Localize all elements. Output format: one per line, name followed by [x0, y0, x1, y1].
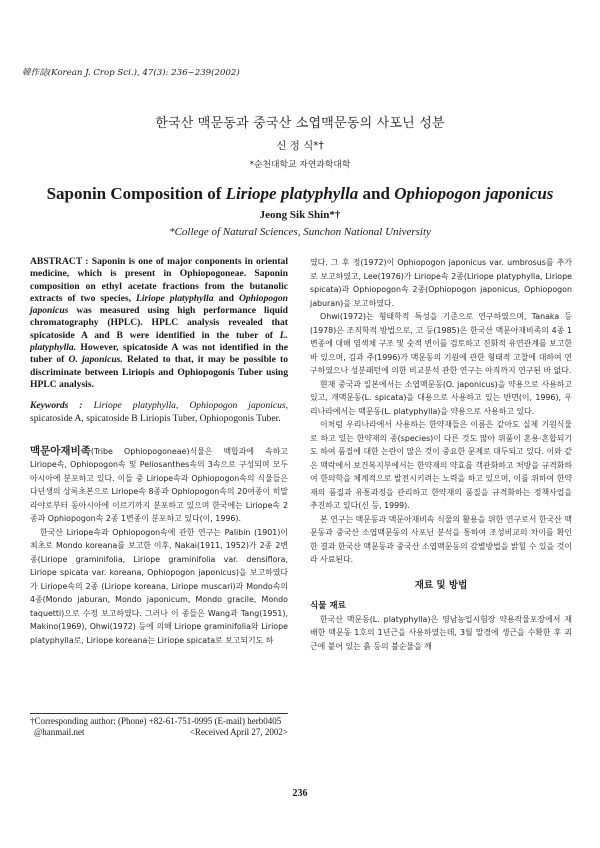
korean-affiliation: *순천대학교 자연과학대학 [249, 160, 351, 170]
abstract-label: ABSTRACT : [30, 256, 89, 267]
english-title [0, 184, 600, 204]
footnote [30, 716, 288, 738]
korean-title: 한국산 맥문동과 중국산 소엽맥문동의 사포닌 성분 [155, 116, 445, 131]
title-prefix: Saponin Composition of [46, 184, 226, 203]
abstract [30, 256, 288, 391]
english-affiliation: *College of Natural Sciences, Sunchon National University [169, 226, 431, 238]
keywords-rest: spicatoside A, spicatoside B Liriopis Tuber, Ophiopogonis Tuber. [30, 412, 281, 424]
title-species-2: Ophiopogon japonicus [394, 184, 554, 203]
journal-citation: 韓作誌(Korean J. Crop Sci.), 47(3): 236~239(2002) [22, 68, 240, 78]
english-author: Jeong Sik Shin*† [259, 209, 341, 221]
page-number: 236 [292, 788, 308, 799]
abstract-text-5: Related to that, it may be possible to discriminate between Liriopis and Ophiopogonis Tuber using HPLC analysis. [30, 354, 289, 390]
right-paragraph-4: 이처럼 우리나라에서 사용하는 한약재들은 이름은 같아도 실제 기원식물로 하고 있는 한약재의 종(species)이 다른 것도 많아 위품이 혼용·혼합되기도 하여 품질에 대한 논란이 많은 것이 중요한 문제로 대두되고 있다. 이와 같은 맥락에서 보건복지부에서는 한약재의 약효를 객관화하고 처방을 규격화하여 한의학을 체계적으로 발전시키려는 노력을 하고 있으며, 이를 위하여 한약재의 품질과 유통과정을 관리하고 한약재의 품질을 규격화하는 정책사업을 추진하고 있다(신 등, 1999). [310, 420, 572, 510]
title-mid: and [358, 184, 395, 203]
korean-author: 신 정 식*† [276, 140, 324, 152]
keywords-label: Keywords : [30, 400, 83, 412]
section-heading-materials-methods: 재료 및 방법 [414, 579, 468, 591]
right-paragraph-6: 한국산 맥문동(L. platyphylla)은 영남농업시험장 약용작물포장에서 재배한 맥문동 1호의 1년근을 사용하였는데, 3월 말경에 생근을 수확한 후 괴근에 붙어 있는 흙 등의 불순물을 깨 [310, 614, 572, 651]
abstract-text-2: and [213, 292, 239, 304]
footnote-divider [30, 713, 288, 714]
abstract-text-1: Saponin is one of major conponents in oriental medicine, which is present in Ophiopogoneae. Saponin composition on ethyl acetate fractions from the butanolic extracts of two species, [30, 256, 288, 304]
intro-paragraph-2: 한국산 Liriope속과 Ophiopogon속에 관한 연구는 Palibin (1901)이 최초로 Mondo koreana를 보고한 이후, Nakai(1911, 1952)가 2종 2변종(Liriope graminifolia, Liriope graminifolia var. densiflora, Liriope spicata var. koreana, Ophiopogon japonicus)을 보고하였다가 Liriope속의 2종 (Liriope koreana, Liriope muscari)과 Mondo속의 4종(Mondo jaburan, Mondo japonicum, Mondo gracile, Mondo taquetti)으로 수정 보고하였다. 그러나 이 종들은 Wang과 Tang(1951), Makino(1969), Ohwi(1972) 등에 의해 Liriope graminifolia와 Liriope platyphylla로, Liriope koreana는 Liriope spicata로 보고되기도 하 [30, 527, 288, 645]
abstract-species-3: L. platyphylla. [30, 329, 288, 354]
keywords-species: Liriope platyphylla, Ophiopogon japonicus, [93, 400, 289, 412]
abstract-species-4: O. japonicus. [68, 354, 123, 366]
title-species-1: Liriope platyphylla [225, 184, 359, 203]
footnote-line-1: †Corresponding author: (Phone) +82-61-751-0995 (E-mail) herb0405 [30, 716, 282, 726]
abstract-species-2: Ophiopogon japonicus [30, 292, 288, 317]
abstract-text-4: However, spicatoside A was not identified in the tuber of [30, 342, 288, 366]
intro-lead: 맥문아재비족 [30, 444, 91, 457]
right-paragraph-2: Ohwi(1972)는 형태학적 특성을 기준으로 연구하였으며, Tanaka 등(1978)은 조직학적 방법으로, 고 등(1985)은 한국산 맥문아재비족의 4종 1변종에 대해 염색체 구조 및 숫적 변이를 검토하고 진화적 유연관계를 보고한 바 있으며, 김과 주(1996)가 맥문동의 기원에 관한 형태적 고찰에 대하여 연구하였으나 성분패턴에 의한 비교분석 관한 연구는 아직까지 연구된 바 없다. [310, 312, 572, 375]
intro-text-1: (Tribe Ophiopogoneae)식물은 백합과에 속하고 Liriope속, Ophiopogon속 및 Peliosanthes속의 3속으로 구성되며 모두 아시아에 분포하고 있다. 이들 중 Liriope속과 Ophiopogon속의 식물들은 다년생의 상록초본으로 Liriope속 8종과 Ophiopogon속의 20여종이 히말라야로부터 동아시아에 이르기까지 분포하고 있으며 한국에는 Liriope속 2종과 Ophiopogon속 2종 1변종이 분포하고 있다(이, 1996). [30, 446, 288, 524]
footnote-email-domain: @hanmail.net [34, 727, 85, 737]
abstract-text-3: was measured using high performance liquid chromatography (HPLC). HPLC analysis revealed that spicatoside A and B were identified in the tuber of [30, 305, 288, 341]
right-column [310, 256, 572, 653]
subsection-heading-plant-material: 식물 재료 [310, 600, 346, 611]
right-paragraph-1: 였다. 그 후 정(1972)이 Ophiopogon japonicus var. umbrosus를 추가로 보고하였고, Lee(1976)가 Liriope속 2종(Liriope platyphylla, Liriope spicata)과 Ophiopogon속 2종(Ophiopogon japonicus, Ophiopogon jaburan)을 보고하였다. [310, 258, 572, 308]
intro-paragraph-1 [30, 445, 288, 526]
right-paragraph-5: 본 연구는 맥문동과 맥문아재비속 식물의 활용을 위한 연구로서 한국산 맥문동과 중국산 소엽맥문동의 사포닌 분석을 통하여 조성비교의 차이를 확인한 결과 한국산 맥문동과 중국산 소엽맥문동의 감별방법을 밝힐 수 있을 것이라 사료된다. [310, 514, 572, 564]
right-paragraph-3: 현재 중국과 일본에서는 소엽맥문동(O. japonicus)을 약용으로 사용하고 있고, 개맥문동(L. spicata)을 대용으로 사용하고 있는 반면(이, 1996), 우리나라에서는 맥문동(L. platyphylla)을 약용으로 사용하고 있다. [310, 379, 572, 416]
received-date: <Received April 27, 2002> [189, 727, 288, 737]
keywords [30, 400, 288, 425]
left-column [30, 256, 288, 647]
abstract-species-1: Liriope platyphylla [136, 292, 214, 304]
footnote-line-2 [30, 727, 288, 738]
